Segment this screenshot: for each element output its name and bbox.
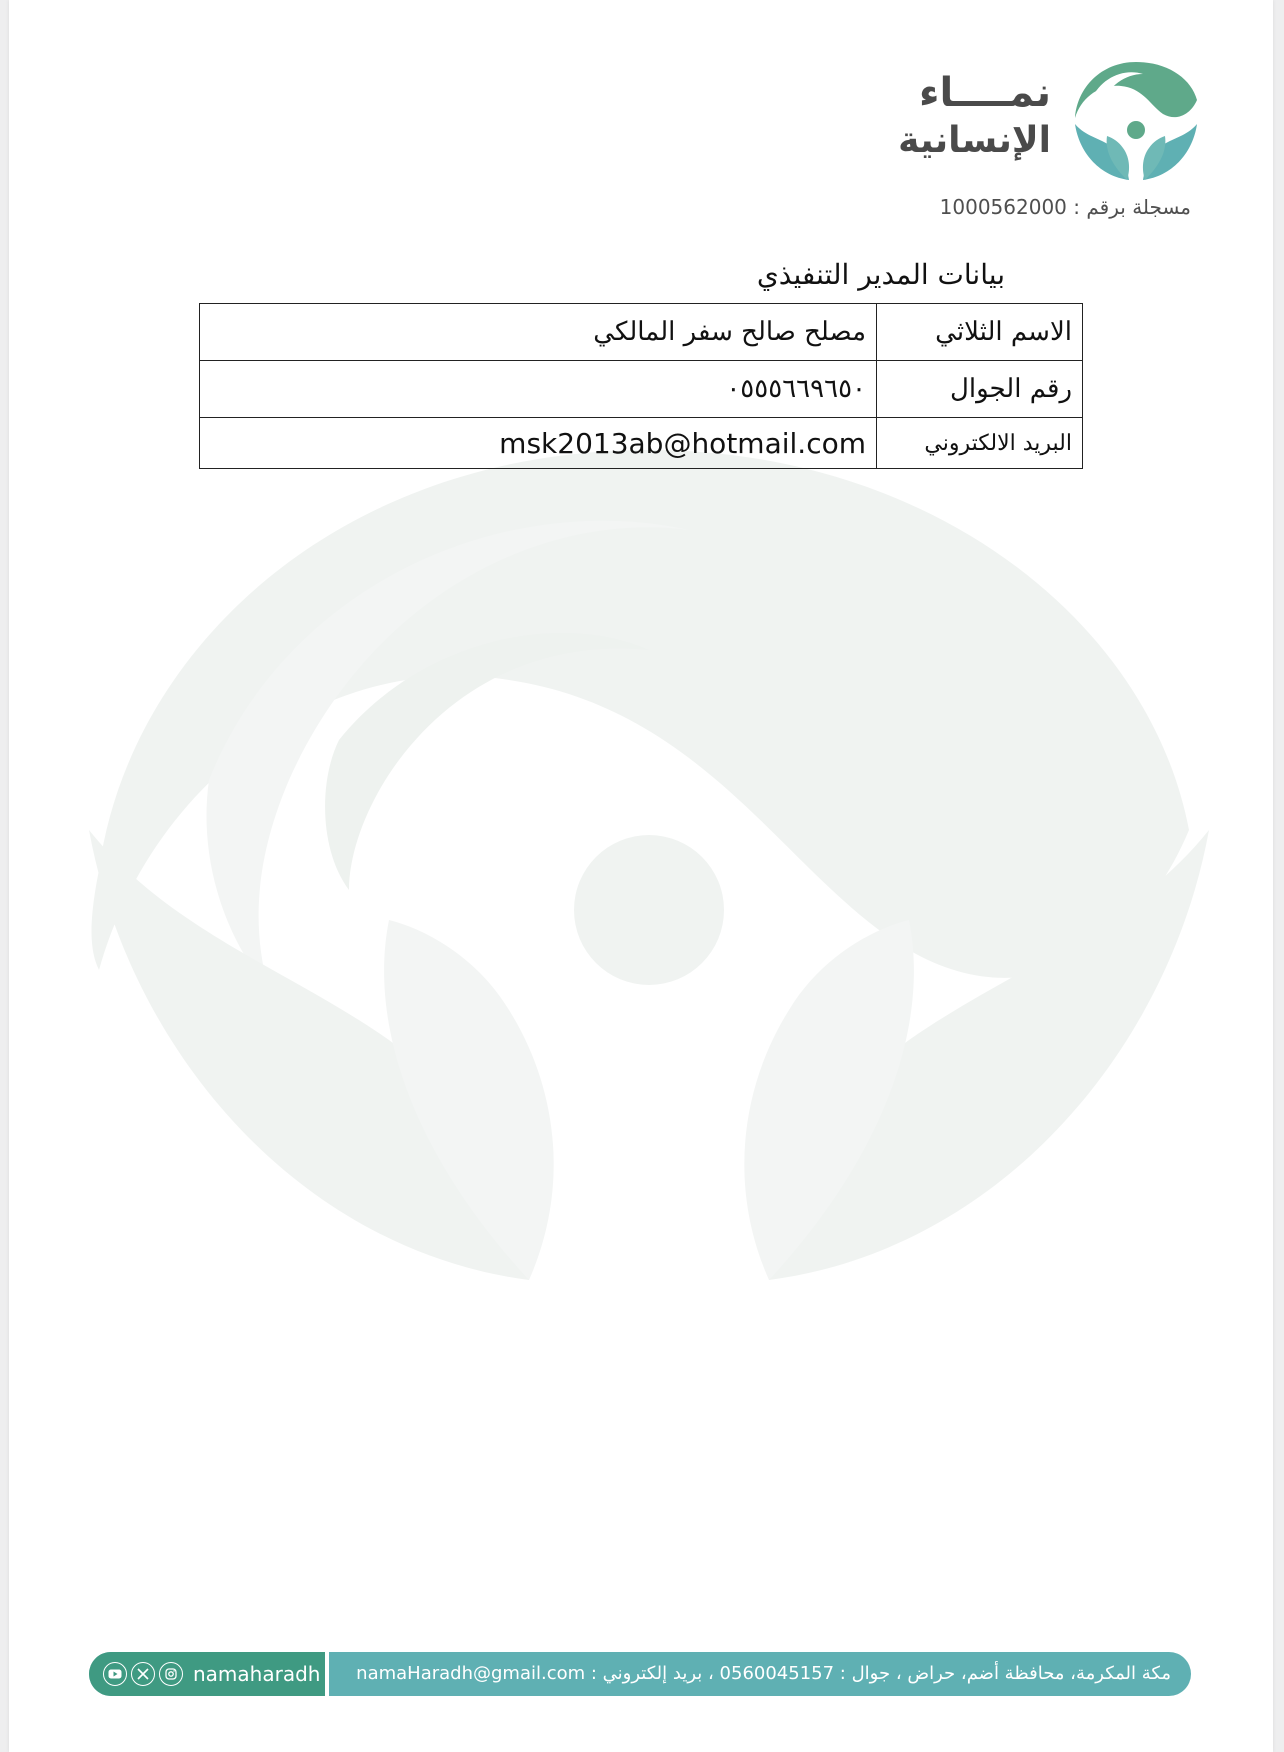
table-cell-label: الاسم الثلاثي xyxy=(877,304,1083,361)
youtube-icon[interactable] xyxy=(103,1662,127,1686)
instagram-icon[interactable] xyxy=(159,1662,183,1686)
social-handle: namaharadh xyxy=(193,1662,321,1686)
table-cell-value: msk2013ab@hotmail.com xyxy=(200,418,877,469)
organization-logo-icon xyxy=(1071,58,1201,188)
table-cell-label: رقم الجوال xyxy=(877,361,1083,418)
watermark-logo-icon xyxy=(89,450,1209,1450)
registration-info xyxy=(940,195,1191,219)
document-page xyxy=(9,0,1273,1752)
registration-label: مسجلة برقم : xyxy=(1073,195,1191,219)
footer-bar xyxy=(89,1652,1191,1696)
footer-contact-text: مكة المكرمة، محافظة أضم، حراض ، جوال : 0560045157 ، بريد إلكتروني : namaHaradh@gmail.com xyxy=(356,1663,1171,1684)
executive-info-table xyxy=(199,303,1083,469)
x-icon[interactable] xyxy=(131,1662,155,1686)
table-row xyxy=(200,304,1083,361)
table-row xyxy=(200,418,1083,469)
org-name-line1: نمــــاء xyxy=(919,70,1051,116)
table-row xyxy=(200,361,1083,418)
footer-divider xyxy=(325,1652,329,1696)
registration-number: 1000562000 xyxy=(939,195,1067,219)
footer-social xyxy=(89,1652,325,1696)
table-cell-value: ٠٥٥٥٦٦٩٦٥٠ xyxy=(200,361,877,418)
social-icons xyxy=(103,1662,187,1686)
table-cell-label: البريد الالكتروني xyxy=(877,418,1083,469)
table-cell-value: مصلح صالح سفر المالكي xyxy=(200,304,877,361)
org-name-line2: الإنسانية xyxy=(898,120,1051,161)
section-title: بيانات المدير التنفيذي xyxy=(756,258,1005,291)
